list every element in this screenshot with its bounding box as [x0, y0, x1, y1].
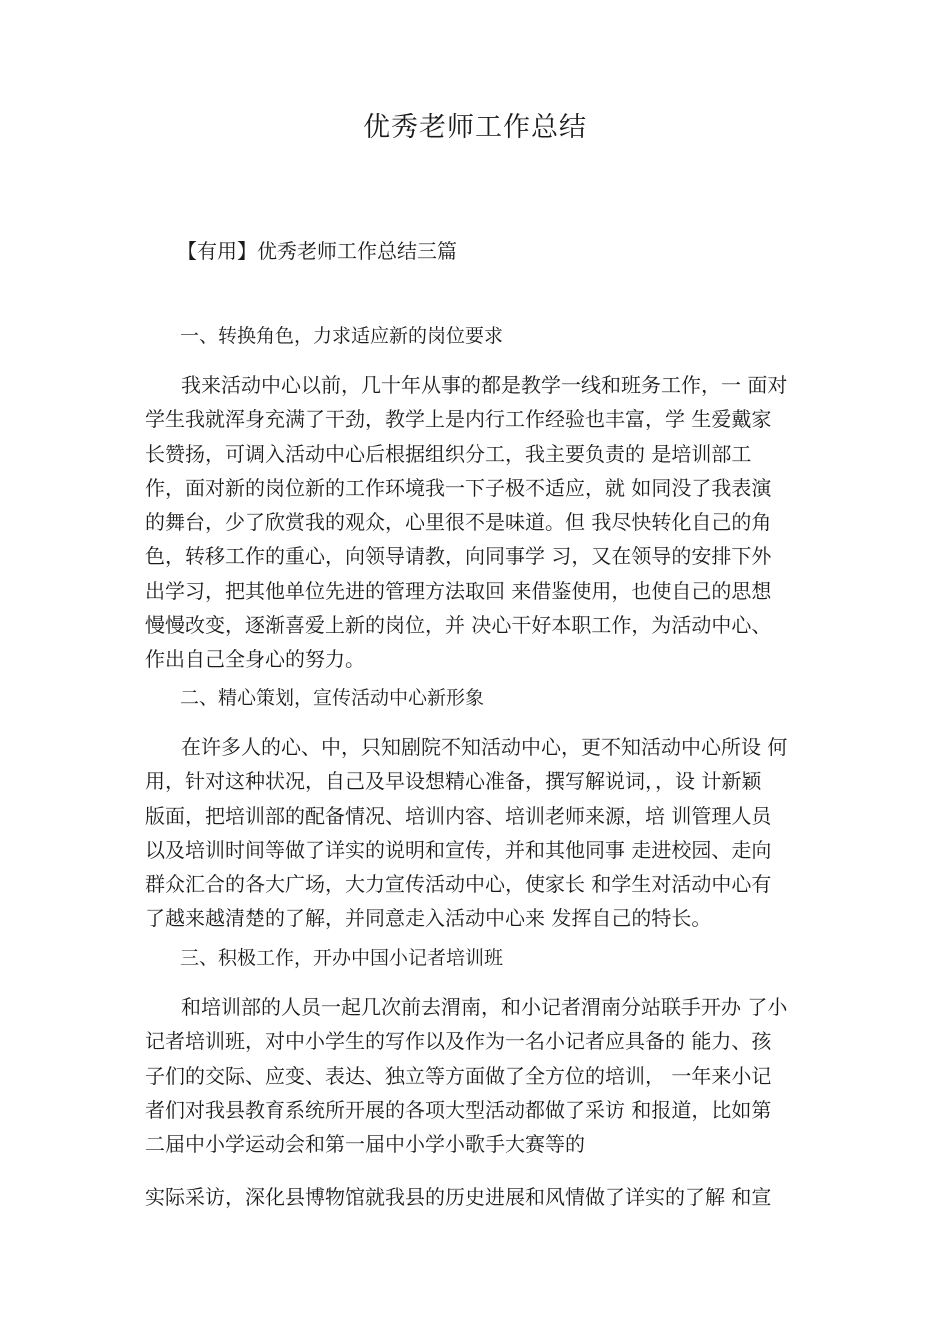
section-paragraph: [145, 990, 845, 1161]
paragraph-line: 慢慢改变，逐渐喜爱上新的岗位，并 决心干好本职工作，为活动中心、: [145, 613, 772, 638]
paragraph-line: 的舞台，少了欣赏我的观众，心里很不是味道。但 我尽快转化自己的角: [145, 510, 772, 535]
paragraph-line: 实际采访，深化县博物馆就我县的历史进展和风情做了详实的了解 和宣: [145, 1185, 772, 1209]
paragraph-line: 群众汇合的各大广场，大力宣传活动中心，使家长 和学生对活动中心有: [145, 872, 772, 897]
continuation-paragraph: [145, 1180, 845, 1214]
paragraph-line: 我来活动中心以前，几十年从事的都是教学一线和班务工作，一 面对: [181, 373, 788, 397]
document-title: 优秀老师工作总结: [363, 112, 587, 143]
paragraph-line: 用，针对这种状况，自己及早设想精心准备，撰写解说词，，设 计新颖: [145, 769, 762, 794]
paragraph-line: 色，转移工作的重心，向领导请教，向同事学 习，又在领导的安排下外: [145, 544, 772, 569]
paragraph-line: 以及培训时间等做了详实的说明和宣传，并和其他同事 走进校园、走向: [145, 837, 772, 862]
paragraph-line: 二届中小学运动会和第一届中小学小歌手大赛等的: [145, 1132, 585, 1157]
paragraph-line: 长赞扬，可调入活动中心后根据组织分工，我主要负责的 是培训部工: [145, 441, 752, 466]
section-heading: 二、精心策划，宣传活动中心新形象: [180, 687, 485, 709]
paragraph-line: 了越来越清楚的了解，并同意走入活动中心来 发挥自己的特长。: [145, 906, 712, 931]
paragraph-line: 在许多人的心、中，只知剧院不知活动中心，更不知活动中心所设 何: [181, 735, 788, 759]
paragraph-line: 作出自己全身心的努力。: [145, 647, 365, 672]
paragraph-line: 版面，把培训部的配备情况、培训内容、培训老师来源，培 训管理人员: [145, 803, 772, 828]
section-paragraph: [145, 368, 845, 677]
paragraph-line: 记者培训班，对中小学生的写作以及作为一名小记者应具备的 能力、孩: [145, 1029, 772, 1054]
paragraph-line: 和培训部的人员一起几次前去渭南，和小记者渭南分站联手开办 了小: [181, 995, 788, 1019]
section-heading: 三、积极工作，开办中国小记者培训班: [180, 947, 504, 969]
document-subtitle: 【有用】优秀老师工作总结三篇: [177, 239, 457, 263]
paragraph-line: 子们的交际、应变、表达、独立等方面做了全方位的培训， 一年来小记: [145, 1063, 772, 1088]
paragraph-line: 学生我就浑身充满了干劲，教学上是内行工作经验也丰富，学 生爱戴家: [145, 407, 772, 432]
paragraph-line: 作，面对新的岗位新的工作环境我一下子极不适应，就 如同没了我表演: [145, 475, 772, 500]
section-heading: 一、转换角色，力求适应新的岗位要求: [180, 325, 504, 347]
paragraph-line: 出学习，把其他单位先进的管理方法取回 来借鉴使用，也使自己的思想: [145, 578, 772, 603]
section-paragraph: [145, 730, 845, 936]
paragraph-line: 者们对我县教育系统所开展的各项大型活动都做了采访 和报道，比如第: [145, 1097, 772, 1122]
